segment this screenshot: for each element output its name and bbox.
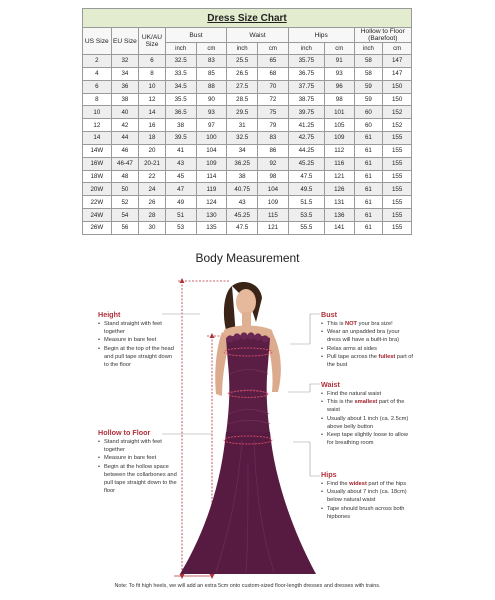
table-cell: 35.5	[165, 93, 196, 106]
table-cell: 38	[227, 170, 258, 183]
hollow-to-floor-instructions	[98, 438, 178, 495]
table-row	[83, 170, 412, 183]
table-cell: 38	[165, 119, 196, 132]
list-item: • Measure in bare feet	[98, 454, 178, 462]
table-cell: 31	[227, 119, 258, 132]
table-cell: 131	[324, 196, 354, 209]
table-cell: 48	[111, 170, 139, 183]
table-cell: 88	[196, 80, 227, 93]
table-cell: 60	[354, 106, 383, 119]
table-cell: 12	[139, 93, 166, 106]
table-cell: 155	[383, 183, 412, 196]
table-row	[83, 196, 412, 209]
table-cell: 100	[196, 132, 227, 145]
table-cell: 136	[324, 209, 354, 222]
table-cell: 93	[196, 106, 227, 119]
table-cell: 6	[83, 80, 112, 93]
table-cell: 32.5	[165, 55, 196, 68]
table-cell: 104	[258, 183, 289, 196]
table-cell: 43	[165, 157, 196, 170]
table-cell: 26.5	[227, 67, 258, 80]
table-cell: 14W	[83, 144, 112, 157]
table-cell: 121	[324, 170, 354, 183]
table-cell: 51	[165, 209, 196, 222]
table-cell: 126	[324, 183, 354, 196]
list-item: • Tape should brush across both hipbones	[321, 505, 413, 521]
table-cell: 53	[165, 221, 196, 234]
table-cell: 39.75	[288, 106, 324, 119]
table-cell: 83	[196, 55, 227, 68]
table-row	[83, 93, 412, 106]
table-cell: 45	[165, 170, 196, 183]
body-measurement-title: Body Measurement	[195, 251, 300, 265]
table-cell: 28.5	[227, 93, 258, 106]
unit-cm: cm	[324, 43, 354, 55]
table-cell: 55.5	[288, 221, 324, 234]
table-cell: 44.25	[288, 144, 324, 157]
list-item: • Begin at the top of the head and pull tape straight down to the floor	[98, 345, 176, 370]
table-cell: 155	[383, 157, 412, 170]
table-cell: 65	[258, 55, 289, 68]
waist-section-title: Waist	[321, 380, 340, 389]
unit-inch: inch	[227, 43, 258, 55]
table-cell: 75	[258, 106, 289, 119]
table-cell: 115	[258, 209, 289, 222]
unit-inch: inch	[354, 43, 383, 55]
table-cell: 18W	[83, 170, 112, 183]
table-cell: 85	[196, 67, 227, 80]
table-cell: 45.25	[227, 209, 258, 222]
table-row	[83, 119, 412, 132]
table-cell: 97	[196, 119, 227, 132]
table-cell: 36	[111, 80, 139, 93]
table-cell: 155	[383, 144, 412, 157]
table-cell: 79	[258, 119, 289, 132]
table-cell: 47	[165, 183, 196, 196]
table-cell: 114	[196, 170, 227, 183]
table-cell: 98	[324, 93, 354, 106]
hips-section-title: Hips	[321, 470, 337, 479]
table-cell: 58	[354, 67, 383, 80]
table-cell: 61	[354, 209, 383, 222]
table-cell: 36.5	[165, 106, 196, 119]
table-row	[83, 157, 412, 170]
table-row	[83, 209, 412, 222]
table-cell: 26W	[83, 221, 112, 234]
table-cell: 40.75	[227, 183, 258, 196]
table-cell: 92	[258, 157, 289, 170]
unit-cm: cm	[196, 43, 227, 55]
table-cell: 51.5	[288, 196, 324, 209]
table-row	[83, 132, 412, 145]
size-chart-table	[82, 8, 412, 235]
table-cell: 44	[111, 132, 139, 145]
table-cell: 43	[227, 196, 258, 209]
table-cell: 14	[139, 106, 166, 119]
table-cell: 8	[139, 67, 166, 80]
table-row	[83, 80, 412, 93]
table-cell: 52	[111, 196, 139, 209]
table-row	[83, 144, 412, 157]
col-header-us-size: US Size	[83, 28, 112, 55]
list-item: • This is NOT your bra size!	[321, 320, 413, 328]
height-instructions	[98, 320, 176, 369]
table-cell: 22W	[83, 196, 112, 209]
table-cell: 68	[258, 67, 289, 80]
table-cell: 98	[258, 170, 289, 183]
table-cell: 28	[139, 209, 166, 222]
unit-cm: cm	[258, 43, 289, 55]
table-cell: 109	[196, 157, 227, 170]
table-cell: 4	[83, 67, 112, 80]
col-header-waist: Waist	[227, 28, 289, 43]
table-cell: 42	[111, 119, 139, 132]
table-cell: 10	[83, 106, 112, 119]
list-item: • Usually about 7 inch (ca. 18cm) below natural waist	[321, 488, 413, 504]
table-cell: 58	[354, 55, 383, 68]
table-cell: 40	[111, 106, 139, 119]
table-cell: 61	[354, 170, 383, 183]
unit-inch: inch	[165, 43, 196, 55]
table-cell: 30	[139, 221, 166, 234]
table-cell: 135	[196, 221, 227, 234]
table-cell: 147	[383, 67, 412, 80]
footnote: Note: To fit high heels, we will add an extra 5cm onto custom-sized floor-length dresses and dresses with trains.	[114, 583, 381, 589]
table-cell: 39.5	[165, 132, 196, 145]
table-cell: 46-47	[111, 157, 139, 170]
table-cell: 152	[383, 106, 412, 119]
list-item: • Begin at the hollow space between the collarbones and pull tape straight down to the floor	[98, 463, 178, 496]
table-cell: 22	[139, 170, 166, 183]
table-cell: 20	[139, 144, 166, 157]
table-cell: 34	[111, 67, 139, 80]
table-row	[83, 221, 412, 234]
hollow-to-floor-section-title: Hollow to Floor	[98, 428, 151, 437]
table-cell: 12	[83, 119, 112, 132]
table-cell: 32.5	[227, 132, 258, 145]
table-row	[83, 183, 412, 196]
table-cell: 104	[196, 144, 227, 157]
table-cell: 155	[383, 209, 412, 222]
table-cell: 26	[139, 196, 166, 209]
list-item: • Usually about 1 inch (ca. 2.5cm) above belly button	[321, 415, 413, 431]
table-cell: 155	[383, 132, 412, 145]
table-cell: 42.75	[288, 132, 324, 145]
table-cell: 93	[324, 67, 354, 80]
bust-instructions	[321, 320, 413, 369]
list-item: • Measure in bare feet	[98, 336, 176, 344]
col-header-bust: Bust	[165, 28, 227, 43]
table-cell: 47.5	[288, 170, 324, 183]
col-header-uk-au-size: UK/AU Size	[139, 28, 166, 55]
table-cell: 50	[111, 183, 139, 196]
table-cell: 41	[165, 144, 196, 157]
table-cell: 59	[354, 93, 383, 106]
table-cell: 24W	[83, 209, 112, 222]
table-cell: 35.75	[288, 55, 324, 68]
table-cell: 18	[139, 132, 166, 145]
table-cell: 6	[139, 55, 166, 68]
list-item: • This is the smallest part of the waist	[321, 398, 413, 414]
table-cell: 119	[196, 183, 227, 196]
size-chart-title: Dress Size Chart	[83, 9, 412, 28]
table-cell: 14	[83, 132, 112, 145]
table-row	[83, 106, 412, 119]
table-cell: 112	[324, 144, 354, 157]
table-cell: 60	[354, 119, 383, 132]
height-section-title: Height	[98, 310, 121, 319]
table-cell: 8	[83, 93, 112, 106]
table-cell: 34	[227, 144, 258, 157]
table-cell: 155	[383, 196, 412, 209]
col-header-hips: Hips	[288, 28, 354, 43]
table-cell: 37.75	[288, 80, 324, 93]
table-cell: 49	[165, 196, 196, 209]
table-cell: 116	[324, 157, 354, 170]
list-item: • Wear an unpadded bra (your dress will have a built-in bra)	[321, 328, 413, 344]
table-cell: 141	[324, 221, 354, 234]
table-cell: 20W	[83, 183, 112, 196]
table-cell: 16W	[83, 157, 112, 170]
table-cell: 53.5	[288, 209, 324, 222]
table-cell: 45.25	[288, 157, 324, 170]
list-item: • Find the natural waist	[321, 390, 413, 398]
table-cell: 20-21	[139, 157, 166, 170]
table-cell: 150	[383, 80, 412, 93]
table-cell: 36.75	[288, 67, 324, 80]
table-cell: 130	[196, 209, 227, 222]
table-cell: 34.5	[165, 80, 196, 93]
table-cell: 83	[258, 132, 289, 145]
table-cell: 61	[354, 144, 383, 157]
table-cell: 150	[383, 93, 412, 106]
list-item: • Stand straight with feet together	[98, 320, 176, 336]
table-cell: 47.5	[227, 221, 258, 234]
table-cell: 61	[354, 157, 383, 170]
table-cell: 96	[324, 80, 354, 93]
table-cell: 2	[83, 55, 112, 68]
list-item: • Find the widest part of the hips	[321, 480, 413, 488]
table-cell: 29.5	[227, 106, 258, 119]
table-cell: 109	[324, 132, 354, 145]
model-silhouette	[180, 282, 316, 574]
table-cell: 124	[196, 196, 227, 209]
table-cell: 38	[111, 93, 139, 106]
table-cell: 54	[111, 209, 139, 222]
table-cell: 61	[354, 221, 383, 234]
table-cell: 41.25	[288, 119, 324, 132]
table-cell: 33.5	[165, 67, 196, 80]
bust-section-title: Bust	[321, 310, 337, 319]
table-cell: 155	[383, 221, 412, 234]
table-cell: 36.25	[227, 157, 258, 170]
table-cell: 25.5	[227, 55, 258, 68]
table-cell: 27.5	[227, 80, 258, 93]
table-cell: 46	[111, 144, 139, 157]
unit-cm: cm	[383, 43, 412, 55]
table-cell: 49.5	[288, 183, 324, 196]
table-cell: 90	[196, 93, 227, 106]
unit-inch: inch	[288, 43, 324, 55]
list-item: • Pull tape across the fullest part of the bust	[321, 353, 413, 369]
model-figure-illustration	[150, 264, 345, 584]
table-cell: 56	[111, 221, 139, 234]
table-cell: 61	[354, 132, 383, 145]
list-item: • Keep tape slightly loose to allow for breathing room	[321, 431, 413, 447]
list-item: • Stand straight with feet together	[98, 438, 178, 454]
table-cell: 152	[383, 119, 412, 132]
table-cell: 70	[258, 80, 289, 93]
table-row	[83, 55, 412, 68]
table-cell: 105	[324, 119, 354, 132]
table-cell: 155	[383, 170, 412, 183]
table-cell: 10	[139, 80, 166, 93]
col-header-eu-size: EU Size	[111, 28, 139, 55]
list-item: • Relax arms at sides	[321, 345, 413, 353]
table-cell: 61	[354, 196, 383, 209]
col-header-hollow-to-floor: Hollow to Floor (Barefoot)	[354, 28, 411, 43]
table-cell: 91	[324, 55, 354, 68]
table-cell: 121	[258, 221, 289, 234]
table-cell: 32	[111, 55, 139, 68]
table-cell: 24	[139, 183, 166, 196]
table-cell: 38.75	[288, 93, 324, 106]
table-cell: 61	[354, 183, 383, 196]
table-cell: 109	[258, 196, 289, 209]
table-cell: 72	[258, 93, 289, 106]
table-cell: 101	[324, 106, 354, 119]
table-cell: 147	[383, 55, 412, 68]
waist-instructions	[321, 390, 413, 447]
table-cell: 59	[354, 80, 383, 93]
table-cell: 16	[139, 119, 166, 132]
size-chart-body	[83, 55, 412, 235]
table-cell: 86	[258, 144, 289, 157]
table-row	[83, 67, 412, 80]
hips-instructions	[321, 480, 413, 521]
